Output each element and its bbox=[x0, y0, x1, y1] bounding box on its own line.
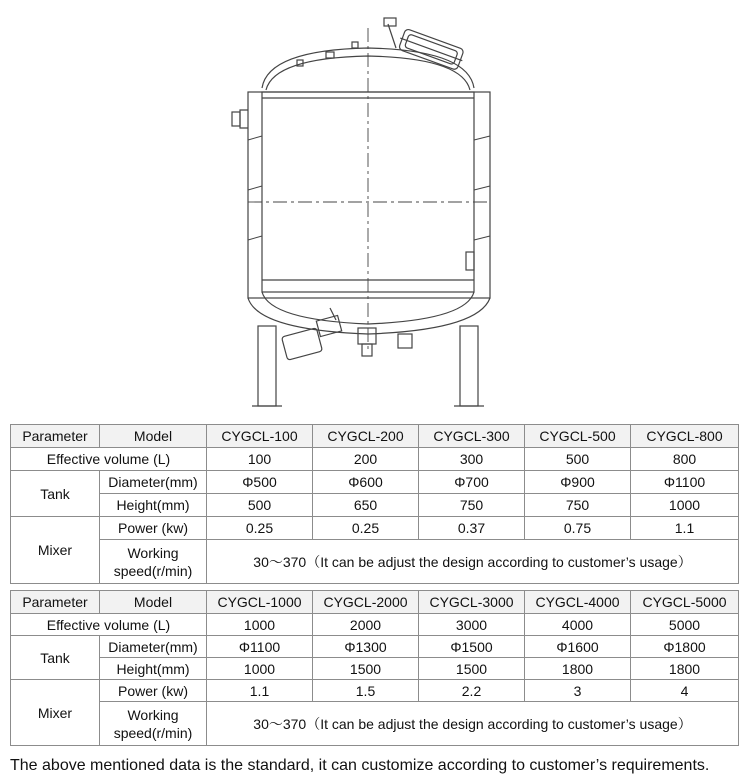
diameter-label: Diameter(mm) bbox=[100, 471, 207, 494]
effective-volume-row bbox=[11, 614, 739, 636]
table-cell: 1500 bbox=[419, 658, 525, 680]
table-cell: Φ500 bbox=[207, 471, 313, 494]
spec-table-1 bbox=[10, 424, 739, 584]
table-cell: 1.1 bbox=[631, 517, 739, 540]
model-name: CYGCL-3000 bbox=[419, 591, 525, 614]
side-inlet-pipe bbox=[240, 110, 248, 128]
table-cell: 1000 bbox=[207, 614, 313, 636]
model-header: Model bbox=[100, 591, 207, 614]
table-cell: Φ1300 bbox=[313, 636, 419, 658]
table-cell: Φ1500 bbox=[419, 636, 525, 658]
tank-bottom-head bbox=[248, 298, 490, 334]
speed-row bbox=[11, 702, 739, 746]
tank-label: Tank bbox=[11, 471, 100, 517]
height-row bbox=[11, 494, 739, 517]
parameter-header: Parameter bbox=[11, 591, 100, 614]
table-cell: 1800 bbox=[631, 658, 739, 680]
effective-volume-label: Effective volume (L) bbox=[11, 448, 207, 471]
height-label: Height(mm) bbox=[100, 494, 207, 517]
table-cell: 500 bbox=[525, 448, 631, 471]
table-cell: 650 bbox=[313, 494, 419, 517]
model-name: CYGCL-2000 bbox=[313, 591, 419, 614]
model-name: CYGCL-4000 bbox=[525, 591, 631, 614]
table-cell: 3 bbox=[525, 680, 631, 702]
table-header-row bbox=[11, 591, 739, 614]
speed-label bbox=[100, 702, 207, 746]
spec-table-2 bbox=[10, 590, 739, 746]
model-name: CYGCL-500 bbox=[525, 425, 631, 448]
power-row bbox=[11, 517, 739, 540]
speed-value: 30～370（It can be adjust the design according to customer’s usage） bbox=[207, 702, 739, 746]
table-cell: Φ1100 bbox=[207, 636, 313, 658]
table-cell: 800 bbox=[631, 448, 739, 471]
top-nozzle-3 bbox=[352, 42, 358, 48]
power-row bbox=[11, 680, 739, 702]
height-label: Height(mm) bbox=[100, 658, 207, 680]
table-cell: 0.37 bbox=[419, 517, 525, 540]
table-cell: 1.5 bbox=[313, 680, 419, 702]
sight-gauge bbox=[466, 252, 474, 270]
table-cell: Φ600 bbox=[313, 471, 419, 494]
table-cell: 300 bbox=[419, 448, 525, 471]
height-row bbox=[11, 658, 739, 680]
table-cell: 4000 bbox=[525, 614, 631, 636]
table-cell: Φ1800 bbox=[631, 636, 739, 658]
speed-row bbox=[11, 540, 739, 584]
mixer-label: Mixer bbox=[11, 517, 100, 584]
table-cell: Φ1100 bbox=[631, 471, 739, 494]
table-cell: Φ1600 bbox=[525, 636, 631, 658]
manhole-clamp bbox=[384, 18, 396, 26]
model-header: Model bbox=[100, 425, 207, 448]
model-name: CYGCL-800 bbox=[631, 425, 739, 448]
table-cell: 750 bbox=[525, 494, 631, 517]
footnote: The above mentioned data is the standard, it can customize according to customer’s requirements. bbox=[10, 757, 710, 774]
effective-volume-label: Effective volume (L) bbox=[11, 614, 207, 636]
table-cell: 0.75 bbox=[525, 517, 631, 540]
speed-label bbox=[100, 540, 207, 584]
model-name: CYGCL-200 bbox=[313, 425, 419, 448]
parameter-header: Parameter bbox=[11, 425, 100, 448]
bottom-nozzle bbox=[398, 334, 412, 348]
speed-value: 30～370（It can be adjust the design according to customer’s usage） bbox=[207, 540, 739, 584]
table-cell: 4 bbox=[631, 680, 739, 702]
speed-label-line2: speed(r/min) bbox=[113, 562, 193, 579]
jacket-ribs bbox=[248, 136, 490, 240]
table-cell: 750 bbox=[419, 494, 525, 517]
mixer-motor bbox=[282, 308, 342, 360]
manhole-hinge bbox=[388, 24, 396, 48]
table-cell: 1800 bbox=[525, 658, 631, 680]
table-cell: 3000 bbox=[419, 614, 525, 636]
tank-label: Tank bbox=[11, 636, 100, 680]
model-name: CYGCL-300 bbox=[419, 425, 525, 448]
table-cell: 200 bbox=[313, 448, 419, 471]
table-cell: 0.25 bbox=[207, 517, 313, 540]
table-cell: 100 bbox=[207, 448, 313, 471]
table-cell: 1500 bbox=[313, 658, 419, 680]
diameter-label: Diameter(mm) bbox=[100, 636, 207, 658]
top-nozzle-2 bbox=[326, 52, 334, 58]
mixer-label: Mixer bbox=[11, 680, 100, 746]
diameter-row bbox=[11, 636, 739, 658]
power-label: Power (kw) bbox=[100, 680, 207, 702]
power-label: Power (kw) bbox=[100, 517, 207, 540]
diameter-row bbox=[11, 471, 739, 494]
effective-volume-row bbox=[11, 448, 739, 471]
table-header-row bbox=[11, 425, 739, 448]
side-inlet-flange bbox=[232, 112, 240, 126]
outlet-valve bbox=[358, 328, 376, 356]
table-cell: 1.1 bbox=[207, 680, 313, 702]
table-cell: 2.2 bbox=[419, 680, 525, 702]
model-name: CYGCL-1000 bbox=[207, 591, 313, 614]
table-cell: 0.25 bbox=[313, 517, 419, 540]
model-name: CYGCL-5000 bbox=[631, 591, 739, 614]
table-cell: Φ900 bbox=[525, 471, 631, 494]
table-cell: 5000 bbox=[631, 614, 739, 636]
table-cell: 2000 bbox=[313, 614, 419, 636]
tank-shell-outer bbox=[248, 92, 490, 298]
model-name: CYGCL-100 bbox=[207, 425, 313, 448]
table-cell: 1000 bbox=[631, 494, 739, 517]
table-cell: 500 bbox=[207, 494, 313, 517]
speed-label-line2: speed(r/min) bbox=[113, 724, 193, 741]
table-cell: 1000 bbox=[207, 658, 313, 680]
speed-label-line1: Working bbox=[127, 706, 179, 723]
speed-label-line1: Working bbox=[127, 544, 179, 561]
table-cell: Φ700 bbox=[419, 471, 525, 494]
